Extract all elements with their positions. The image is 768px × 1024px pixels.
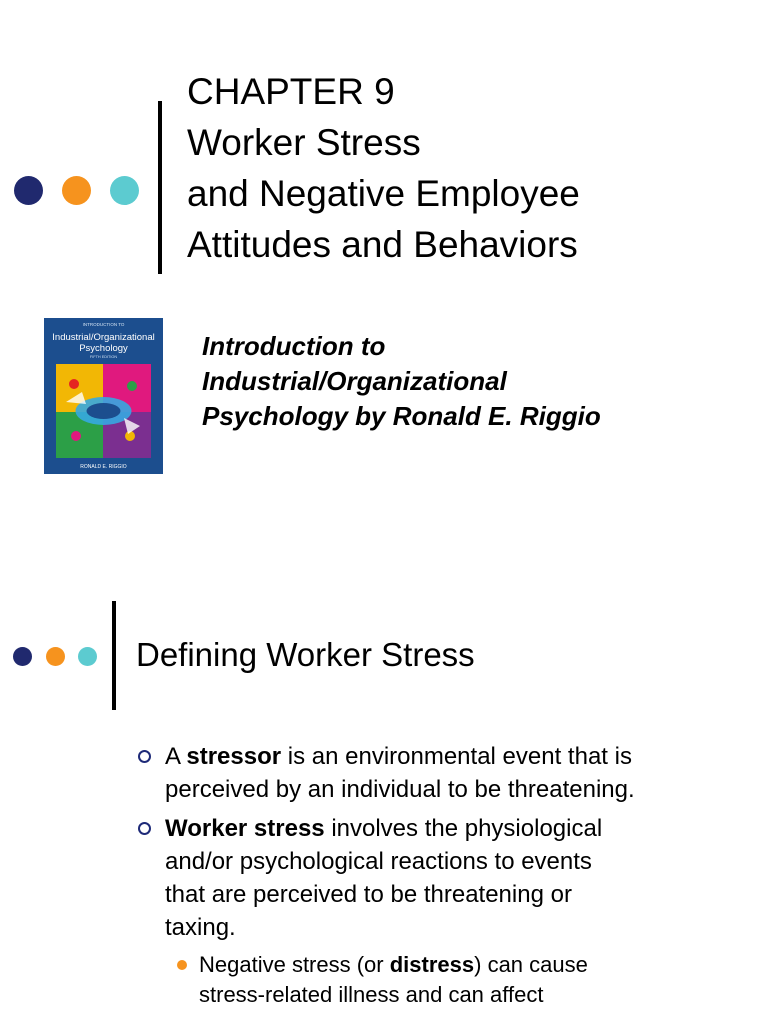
list-item (0, 950, 768, 1010)
navy-dot (13, 647, 32, 666)
bullet-line: perceived by an individual to be threatening. (165, 776, 635, 803)
book-cover-author: RONALD E. RIGGIO (80, 464, 127, 470)
filled-circle-bullet-icon (177, 960, 187, 970)
hollow-circle-bullet-icon (138, 822, 151, 835)
orange-dot (62, 176, 91, 205)
bullet-line: stress-related illness and can affect (199, 982, 544, 1007)
bullet-line (165, 812, 768, 845)
bullet-text: Negative stress (or (199, 952, 390, 977)
title-divider (158, 101, 162, 274)
bullet-list (0, 740, 768, 1010)
teal-dot (78, 647, 97, 666)
list-item (0, 740, 768, 806)
book-reference (202, 329, 601, 434)
navy-dot (14, 176, 43, 205)
teal-dot (110, 176, 139, 205)
bullet-text: involves the physiological (324, 815, 603, 842)
book-cover-title-2: Psychology (79, 343, 128, 354)
bullet-text: ) can cause (474, 952, 588, 977)
bullet-text: A (165, 743, 187, 770)
bullet-line: taxing. (165, 914, 236, 941)
bullet-line: and/or psychological reactions to events (165, 848, 592, 875)
orange-dot (46, 647, 65, 666)
slide-defining-stress (0, 512, 768, 1024)
chapter-title-line: and Negative Employee (187, 173, 580, 214)
chapter-title-line: Attitudes and Behaviors (187, 224, 578, 265)
bullet-line: that are perceived to be threatening or (165, 881, 572, 908)
book-reference-line: Introduction to (202, 331, 386, 361)
hollow-circle-bullet-icon (138, 750, 151, 763)
bullet-bold-term: Worker stress (165, 815, 325, 842)
book-cover-image (44, 318, 163, 474)
book-reference-line: Psychology by Ronald E. Riggio (202, 401, 601, 431)
book-cover-title-1: Industrial/Organizational (52, 332, 155, 343)
bullet-bold-term: distress (389, 952, 475, 977)
bullet-text: is an environmental event that is (281, 743, 632, 770)
chapter-title (187, 66, 580, 270)
chapter-title-line: Worker Stress (187, 122, 421, 163)
book-cover-edition: FIFTH EDITION (89, 355, 118, 359)
list-item (0, 812, 768, 944)
slide-heading: Defining Worker Stress (136, 636, 475, 673)
bullet-line (199, 950, 768, 980)
book-reference-line: Industrial/Organizational (202, 366, 507, 396)
bullet-line (165, 740, 768, 773)
bullet-bold-term: stressor (186, 743, 282, 770)
title-divider (112, 601, 116, 710)
chapter-title-line: CHAPTER 9 (187, 71, 395, 112)
book-cover-series: INTRODUCTION TO (82, 322, 125, 327)
